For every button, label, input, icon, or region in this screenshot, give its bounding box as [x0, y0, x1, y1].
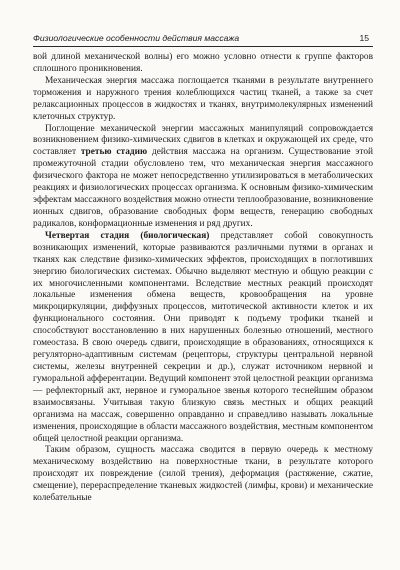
bold-term: Четвертая стадия (биологическая)	[45, 230, 210, 241]
paragraph	[33, 231, 373, 446]
bold-term: третью стадию	[80, 147, 148, 158]
page-number: 15	[359, 33, 369, 43]
paragraph-text: вой длиной механической волны) его можно условно отнести к группе факторов сплошного проникновения.	[33, 52, 373, 74]
paragraph-text: действия массажа на организм. Существование этой промежуточной стадии обусловлено тем, что механическая энергия массажного физического фактора не может непосредственно утилизироваться в метаболических реакциях и физиологических процессах организма. К основным физико-химическим эффектам массажного воздействия можно отнести теплообразование, возникновение ионных сдвигов, образование свободных форм веществ, генерацию свободных радикалов, конформационные изменения и ряд других.	[33, 147, 374, 229]
paragraph	[33, 445, 373, 505]
paragraph	[33, 76, 373, 124]
paragraph-text: Поглощение механической энергии массажных манипуляций сопровождается возникновением физико-химических сдвигов в клетках и окружающей их среде, что составляет	[33, 123, 373, 158]
paragraph	[33, 124, 373, 231]
running-header	[33, 31, 373, 47]
paragraph	[33, 52, 373, 76]
body-text	[33, 52, 373, 505]
running-title: Физиологические особенности действия массажа	[33, 33, 240, 43]
paragraph-text: Механическая энергия массажа поглощается тканями в результате внутреннего торможения и наружного трения колеблющихся частиц тканей, а также за счет релаксационных процессов в жидкостях и тканях, внутримолекулярных изменений клеточных структур.	[33, 75, 373, 122]
paragraph-text: представляет собой совокупность возникающих изменений, которые развиваются различными путями в органах и тканях как следствие физико-химических эффектов, происходящих в поглотивших энергию биологических системах. Обычно выделяют местную и общую реакции с их многочисленными компонентами. Вследствие местных реакций происходят локальные изменения обмена веществ, кровообращения на уровне микроциркуляции, диффузных процессов, митотической активности клеток и их функционального состояния. Они приводят к подъему трофики тканей и способствуют восстановлению в них нарушенных болезнью отношений, местного гомеостаза. В свою очередь сдвиги, происходящие в образованиях, относящихся к регуляторно-адаптивным системам (рецепторы, структуры центральной нервной системы, железы внутренней секреции и др.), служат источником нервной и гуморальной афферентации. Ведущий компонент этой целостной реакции организма — рефлекторный акт, нервное и гуморальное звенья которого теснейшим образом взаимосвязаны. Учитывая такую близкую связь местных и общих реакций организма на массаж, совершенно оправданно и справедливо называть локальные изменения, происходящие в области массажного воздействия, местным компонентом общей целостной реакции организма.	[33, 230, 373, 444]
paragraph-text: Таким образом, сущность массажа сводится в первую очередь к местному механическому воздействию на поверхностные ткани, в результате которого происходят их повреждение (силой трения), деформация (растяжение, сжатие, смещение), перераспределение тканевых жидкостей (лимфы, крови) и механические колебательные	[33, 445, 373, 504]
